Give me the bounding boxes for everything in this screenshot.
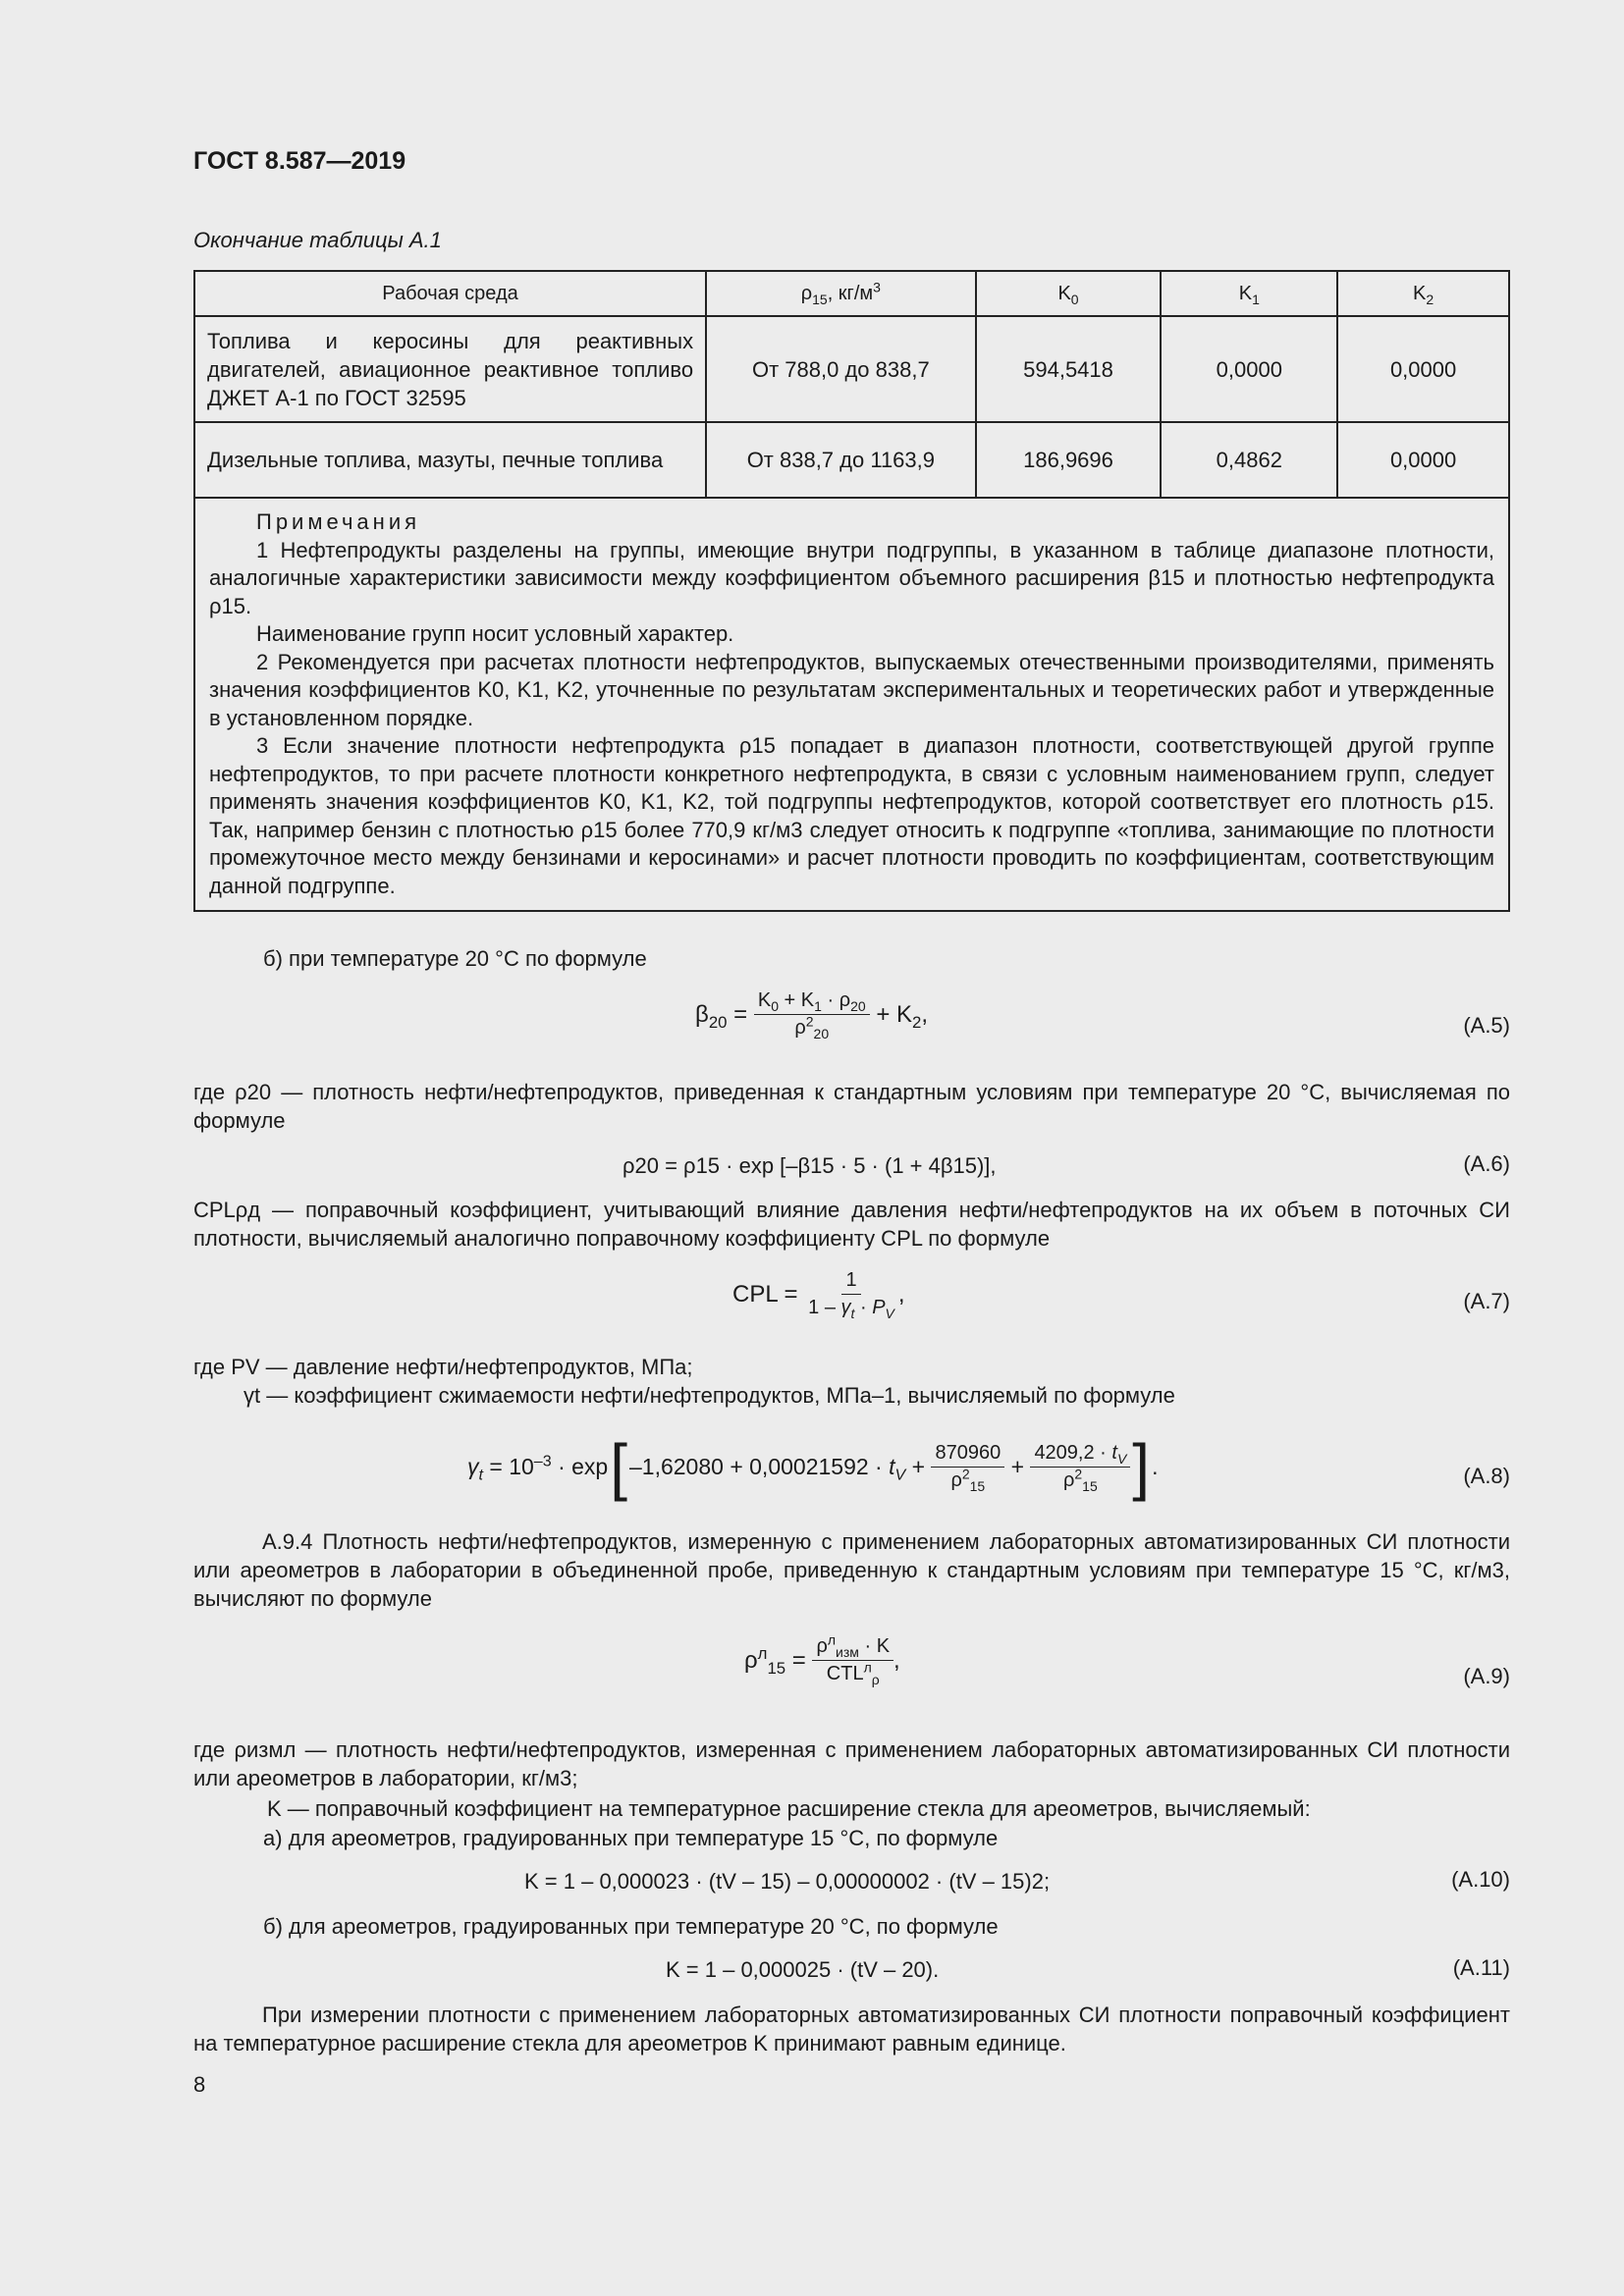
table-notes — [194, 498, 1509, 911]
item-b-20c-hydrometer: б) для ареометров, градуированных при температуре 20 °С, по формуле — [263, 1914, 999, 1939]
formula-a5: $\beta_{20}$ = $\frac{K_0 + K_1 \cdot \rho_{20}}{\rho^2_{20}}$ + $K_2$, — [695, 989, 929, 1041]
eq-number-a5: (А.5) — [1463, 1013, 1510, 1038]
page-number: 8 — [193, 2072, 206, 2097]
col-header-medium: Рабочая среда — [194, 271, 706, 316]
document-id: ГОСТ 8.587—2019 — [193, 147, 406, 175]
cell-k1: 0,0000 — [1161, 316, 1337, 422]
cell-k2: 0,0000 — [1337, 316, 1509, 422]
eq-number-a7: (А.7) — [1463, 1289, 1510, 1313]
cell-medium: Дизельные топлива, мазуты, печные топлива — [194, 422, 706, 498]
item-a-15c: а) для ареометров, градуированных при температуре 15 °С, по формуле — [263, 1826, 999, 1850]
col-header-k1: $K_1$ — [1161, 271, 1337, 316]
formula-a8: $\gamma_t$ = $10^{-3} \cdot \exp$ [ $-1,62080 + 0,00021592 \cdot t_V$ + $\frac{870960}{\rho^2_{15}}$ + $\frac{4209,2 \cdot t_V}{\rho^2_{15}}$ ] . — [467, 1431, 1159, 1502]
where-rho20: где ρ20 — плотность нефти/нефтепродуктов, приведенная к стандартным условиям при температуре 20 °С, вычисляемая по формуле — [193, 1080, 1510, 1133]
item-b-20c: б) при температуре 20 °С по формуле — [263, 946, 647, 971]
note-2: 2 Рекомендуется при расчетах плотности нефтепродуктов, выпускаемых отечественными производителями, применять значения коэффициентов K0, K1, K2, уточненные по результатам экспериментальных и теоретических работ и утвержденные в установленном порядке. — [209, 649, 1494, 730]
col-header-density: $\rho_{15}$, $кг/м^3$ — [706, 271, 976, 316]
cell-k1: 0,4862 — [1161, 422, 1337, 498]
table-row — [194, 316, 1509, 422]
formula-a11: K = 1 – 0,000025 · (tV – 20). — [666, 1957, 940, 1982]
cell-density: От 788,0 до 838,7 — [706, 316, 976, 422]
note-1: 1 Нефтепродукты разделены на группы, имеющие внутри подгруппы, в указанном в таблице диапазоне плотности, аналогичные характеристики зависимости между коэффициентом объемного расширения β15 и плотностью нефтепродукта ρ15. — [209, 537, 1494, 618]
formula-a7: CPL = $\frac{1}{1 - \gamma_t \cdot P_V}$ , — [732, 1269, 905, 1321]
eq-number-a11: (А.11) — [1452, 1955, 1510, 1980]
cell-k0: 594,5418 — [976, 316, 1162, 422]
coefficients-table — [193, 270, 1510, 912]
eq-number-a8: (А.8) — [1463, 1464, 1510, 1488]
where-gamma: γt — коэффициент сжимаемости нефти/нефтепродуктов, МПа–1, вычисляемый по формуле — [244, 1383, 1175, 1408]
note-3: 3 Если значение плотности нефтепродукта ρ15 попадает в диапазон плотности, соответствующей другой группе нефтепродуктов, то при расчете плотности конкретного нефтепродукта, в связи с условным наименованием групп, следует применять значения коэффициентов K0, K1, K2, той подгруппы нефтепродуктов, которой соответствует его плотность ρ15. Так, например бензин с плотностью ρ15 более 770,9 кг/м3 следует относить к подгруппе «топлива, занимающие по плотности промежуточное место между бензинами и керосинами» и расчет плотности проводить по коэффициентам, соответствующим данной подгруппе. — [209, 733, 1494, 898]
col-header-k0: $K_0$ — [976, 271, 1162, 316]
formula-a10: K = 1 – 0,000023 · (tV – 15) – 0,00000002 · (tV – 15)2; — [524, 1869, 1051, 1894]
table-caption: Окончание таблицы А.1 — [193, 228, 442, 252]
where-cpl: CPLρд — поправочный коэффициент, учитывающий влияние давления нефти/нефтепродуктов на их объем в поточных СИ плотности, вычисляемый аналогично поправочному коэффициенту CPL по формуле — [193, 1198, 1510, 1251]
where-k: K — поправочный коэффициент на температурное расширение стекла для ареометров, вычисляемый: — [267, 1796, 1311, 1821]
paragraph-a94: А.9.4 Плотность нефти/нефтепродуктов, измеренную с применением лабораторных автоматизированных СИ плотности или ареометров в лаборатории в объединенной пробе, приведенную к стандартным условиям при температуре 15 °С, кг/м3, вычисляют по формуле — [193, 1529, 1510, 1611]
eq-number-a10: (А.10) — [1451, 1867, 1510, 1892]
where-rho-izm: где ρизмл — плотность нефти/нефтепродуктов, измеренная с применением лабораторных автоматизированных СИ плотности или ареометров в лаборатории, кг/м3; — [193, 1737, 1510, 1790]
table-row — [194, 422, 1509, 498]
where-pv: где PV — давление нефти/нефтепродуктов, МПа; — [193, 1355, 693, 1379]
col-header-k2: $K_2$ — [1337, 271, 1509, 316]
cell-k0: 186,9696 — [976, 422, 1162, 498]
eq-number-a6: (А.6) — [1463, 1151, 1510, 1176]
cell-medium: Топлива и керосины для реактивных двигателей, авиационное реактивное топливо ДЖЕТ А-1 по ГОСТ 32595 — [194, 316, 706, 422]
formula-a6: ρ20 = ρ15 · exp [–β15 · 5 · (1 + 4β15)], — [623, 1153, 997, 1178]
note-1-extra: Наименование групп носит условный характер. — [256, 621, 734, 646]
cell-density: От 838,7 до 1163,9 — [706, 422, 976, 498]
formula-a9: $\rho^л_{15}$ = $\frac{\rho^л_{изм} \cdot K}{CTL^л_\rho}$ , — [744, 1631, 900, 1687]
final-paragraph: При измерении плотности с применением лабораторных автоматизированных СИ плотности поправочный коэффициент на температурное расширение стекла для ареометров K принимают равным единице. — [193, 2002, 1510, 2056]
table-notes-row — [194, 498, 1509, 911]
cell-k2: 0,0000 — [1337, 422, 1509, 498]
notes-title: Примечания — [256, 509, 421, 534]
table-header-row — [194, 271, 1509, 316]
eq-number-a9: (А.9) — [1463, 1664, 1510, 1688]
